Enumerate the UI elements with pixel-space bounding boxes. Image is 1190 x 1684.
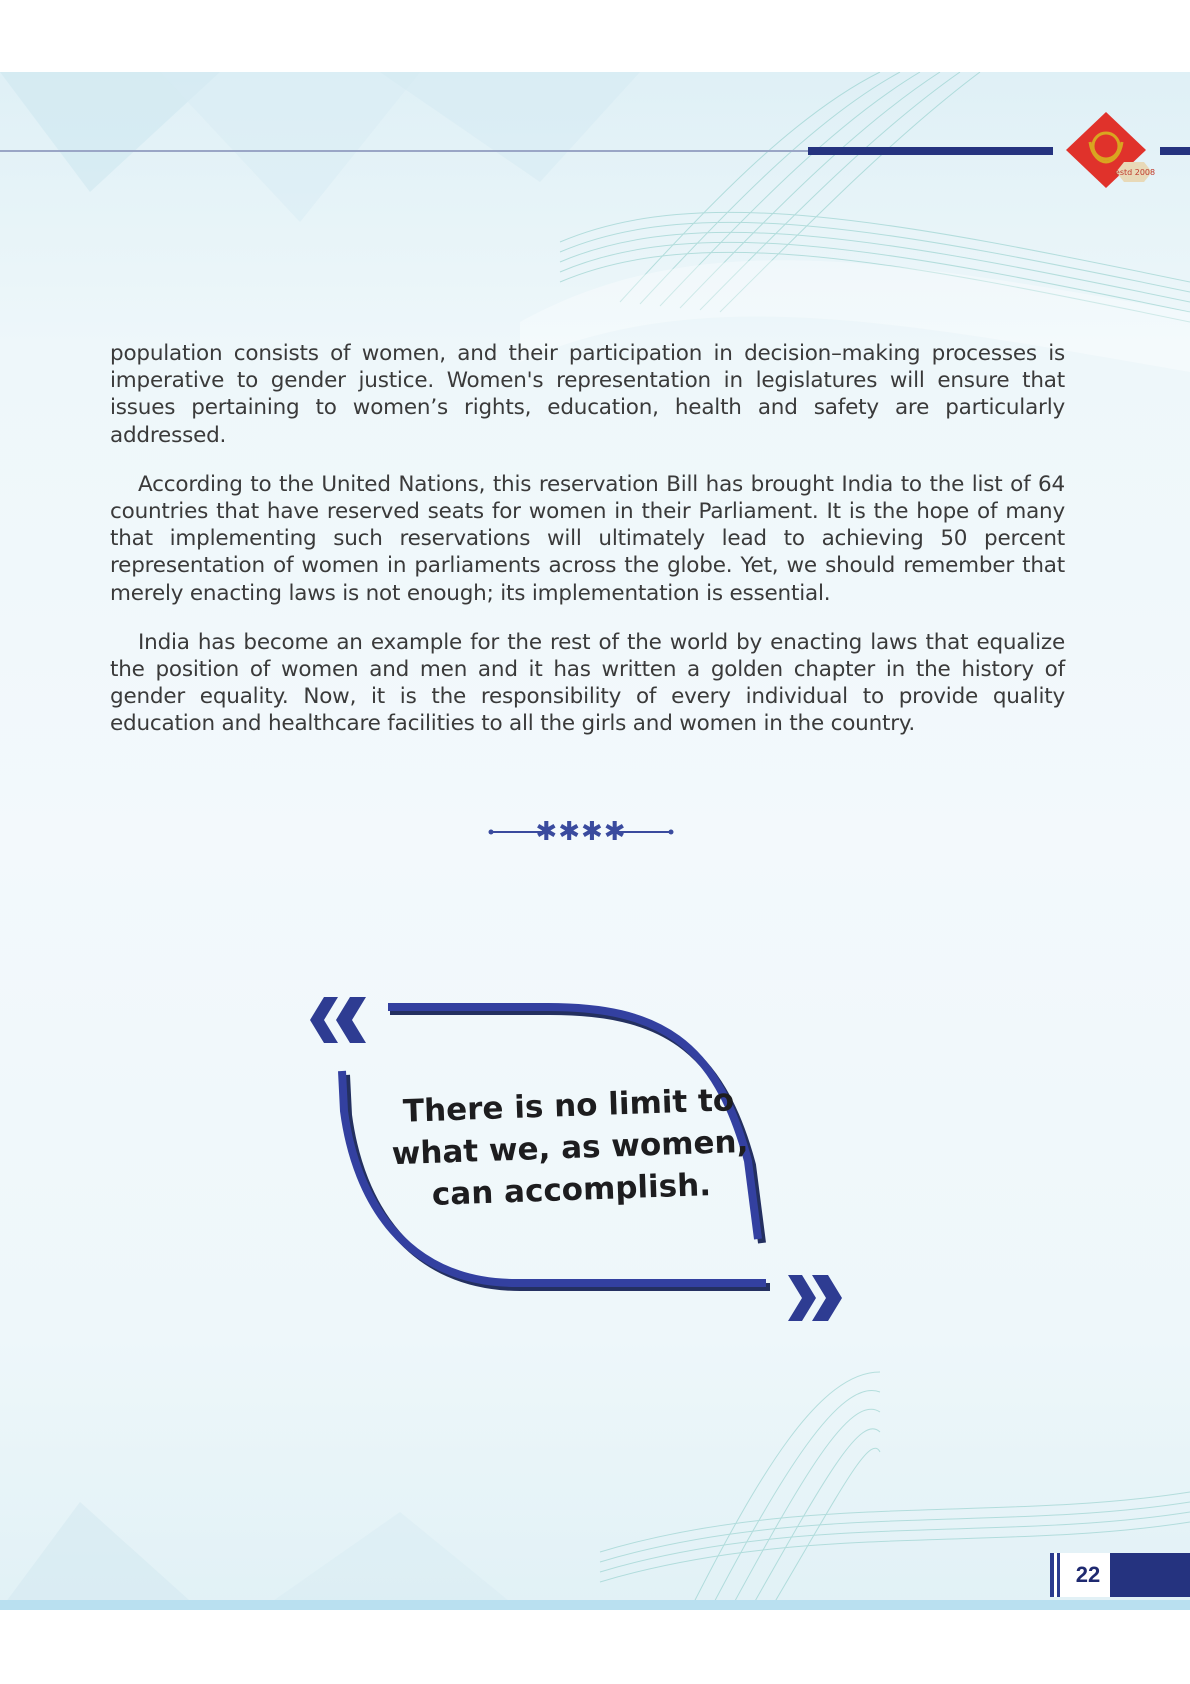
article-body <box>110 340 1065 760</box>
paragraph: According to the United Nations, this reservation Bill has brought India to the list of 64 countries that have reserved seats for women in their Parliament. It is the hope of many that implementing such reservations will ultimately lead to achieving 50 percent representation of women in parliaments across the globe. Yet, we should remember that merely enacting laws is not enough; its implementation is essential. <box>110 471 1065 606</box>
organization-logo <box>1062 108 1162 194</box>
paragraph: India has become an example for the rest of the world by enacting laws that equalize the position of women and men and it has written a golden chapter in the history of gender equality. Now, it is the responsibility of every individual to provide quality education and healthcare facilities to all the girls and women in the country. <box>110 629 1065 737</box>
page-number-box <box>1050 1553 1114 1597</box>
quote-line: what we, as women, <box>391 1123 749 1173</box>
page-number: 22 <box>1075 1562 1101 1587</box>
close-quote-icon <box>788 1275 842 1321</box>
page-number-bar <box>1110 1553 1190 1597</box>
open-quote-icon <box>310 997 366 1043</box>
bottom-strip <box>0 1600 1190 1610</box>
paragraph: population consists of women, and their participation in decision–making processes is imperative to gender justice. Women's representation in legislatures will ensure that issues pertaining to women’s rights, education, health and safety are particularly addressed. <box>110 341 1065 448</box>
quote-line: There is no limit to <box>402 1082 735 1130</box>
logo-text: estd 2008 <box>1114 168 1156 177</box>
section-divider <box>488 817 674 847</box>
divider-stars: ✱✱✱✱ <box>535 817 627 847</box>
quote-line: can accomplish. <box>431 1167 712 1213</box>
pull-quote <box>368 1078 772 1218</box>
